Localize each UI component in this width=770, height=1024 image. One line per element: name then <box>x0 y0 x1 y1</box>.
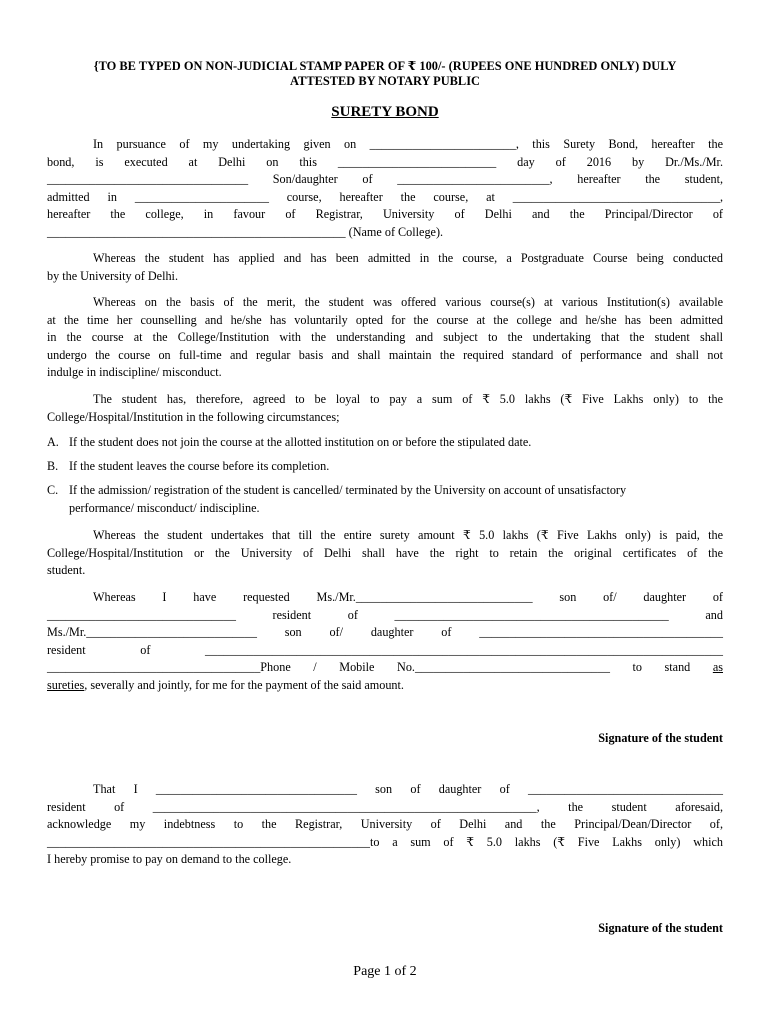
list-item <box>47 458 723 476</box>
header-line-1: {TO BE TYPED ON NON-JUDICIAL STAMP PAPER OF ₹ 100/- (RUPEES ONE HUNDRED ONLY) DULY <box>93 59 677 73</box>
acknowledgement-line: That I _________________________________ son of daughter of ________________________________ <box>93 782 723 796</box>
list-item-label: A. <box>47 435 59 449</box>
loyal-paragraph <box>47 391 723 426</box>
applied-line: by the University of Delhi. <box>47 268 178 283</box>
intro-line: bond, is executed at Delhi on this __________________________ day of 2016 by Dr./Ms./Mr. <box>47 154 723 169</box>
document-title: SURETY BOND <box>331 104 439 120</box>
list-item-label: C. <box>47 483 59 497</box>
acknowledgement-line: resident of _______________________________________________________________, the student aforesaid, <box>47 799 723 814</box>
header-line-2: ATTESTED BY NOTARY PUBLIC <box>290 74 480 88</box>
list-item-label: B. <box>47 459 59 473</box>
list-item <box>47 482 723 517</box>
merit-line: Whereas on the basis of the merit, the student was offered various course(s) at various Institution(s) available <box>93 295 723 309</box>
merit-line: at the time her counselling and he/she has voluntarily opted for the course at the college and he/she has been admitted <box>47 312 723 327</box>
page-number: Page 1 of 2 <box>353 964 417 979</box>
underlined-word: as <box>712 660 723 675</box>
sureties-line: _______________________________ resident of _____________________________________________ and <box>47 607 723 622</box>
sureties-line: resident of _____________________________________________________________________________________ <box>47 642 723 657</box>
applied-line: Whereas the student has applied and has been admitted in the course, a Postgraduate Course being conducted <box>93 251 723 265</box>
sureties-line: sureties, severally and jointly, for me for the payment of the said amount. <box>47 677 404 692</box>
intro-line: hereafter the college, in favour of Registrar, University of Delhi and the Principal/Director of <box>47 207 723 222</box>
list-item-text: If the student leaves the course before its completion. <box>69 459 330 473</box>
intro-line: _________________________________ Son/daughter of _________________________, hereafter the student, <box>47 172 723 187</box>
intro-paragraph <box>47 136 723 242</box>
acknowledgement-line: _____________________________________________________to a sum of ₹ 5.0 lakhs (₹ Five Lakhs only) which <box>47 834 723 849</box>
merit-paragraph <box>47 294 723 382</box>
list-item-text: If the student does not join the course at the allotted institution on or before the stipulated date. <box>69 435 532 449</box>
loyal-line: College/Hospital/Institution in the following circumstances; <box>47 409 340 424</box>
merit-line: undergo the course on full-time and regular basis and shall maintain the required standard of performance and shall not <box>47 347 723 362</box>
retain-paragraph <box>47 527 723 580</box>
sureties-paragraph <box>47 589 723 695</box>
stamp-paper-header <box>47 59 723 89</box>
intro-line: _________________________________________________ (Name of College). <box>47 224 444 239</box>
retain-line: College/Hospital/Institution or the University of Delhi shall have the right to retain the original certificates of the <box>47 545 723 560</box>
acknowledgement-paragraph <box>47 781 723 869</box>
sureties-line: Whereas I have requested Ms./Mr._____________________________ son of/ daughter of <box>93 590 723 604</box>
applied-paragraph <box>47 250 723 285</box>
intro-line: In pursuance of my undertaking given on ________________________, this Surety Bond, hereafter the <box>93 137 723 151</box>
retain-line: Whereas the student undertakes that till the entire surety amount ₹ 5.0 lakhs (₹ Five Lakhs only) is paid, the <box>93 528 723 542</box>
list-item-text: If the admission/ registration of the student is cancelled/ terminated by the University on account of unsatisfactory <box>69 483 627 497</box>
list-item <box>47 434 723 452</box>
underlined-word: sureties <box>47 677 85 692</box>
retain-line: student. <box>47 563 86 578</box>
merit-line: in the course at the College/Institution with the understanding and subject to the undertaking that the student shall <box>47 330 723 345</box>
loyal-line: The student has, therefore, agreed to be loyal to pay a sum of ₹ 5.0 lakhs (₹ Five Lakhs only) to the <box>93 392 723 406</box>
sureties-line: ___________________________________Phone / Mobile No.________________________________ to stand as <box>47 660 723 675</box>
acknowledgement-line: I hereby promise to pay on demand to the college. <box>47 852 292 867</box>
student-signature-label: Signature of the student <box>598 921 723 935</box>
student-signature-label: Signature of the student <box>598 731 723 745</box>
sureties-line: Ms./Mr.____________________________ son of/ daughter of ________________________________________ <box>47 625 723 640</box>
list-item-text: performance/ misconduct/ indiscipline. <box>69 500 260 515</box>
merit-line: indulge in indiscipline/ misconduct. <box>47 365 222 380</box>
acknowledgement-line: acknowledge my indebtness to the Registrar, University of Delhi and the Principal/Dean/Director of, <box>47 817 723 832</box>
intro-line: admitted in ______________________ course, hereafter the course, at __________________________________, <box>47 189 723 204</box>
